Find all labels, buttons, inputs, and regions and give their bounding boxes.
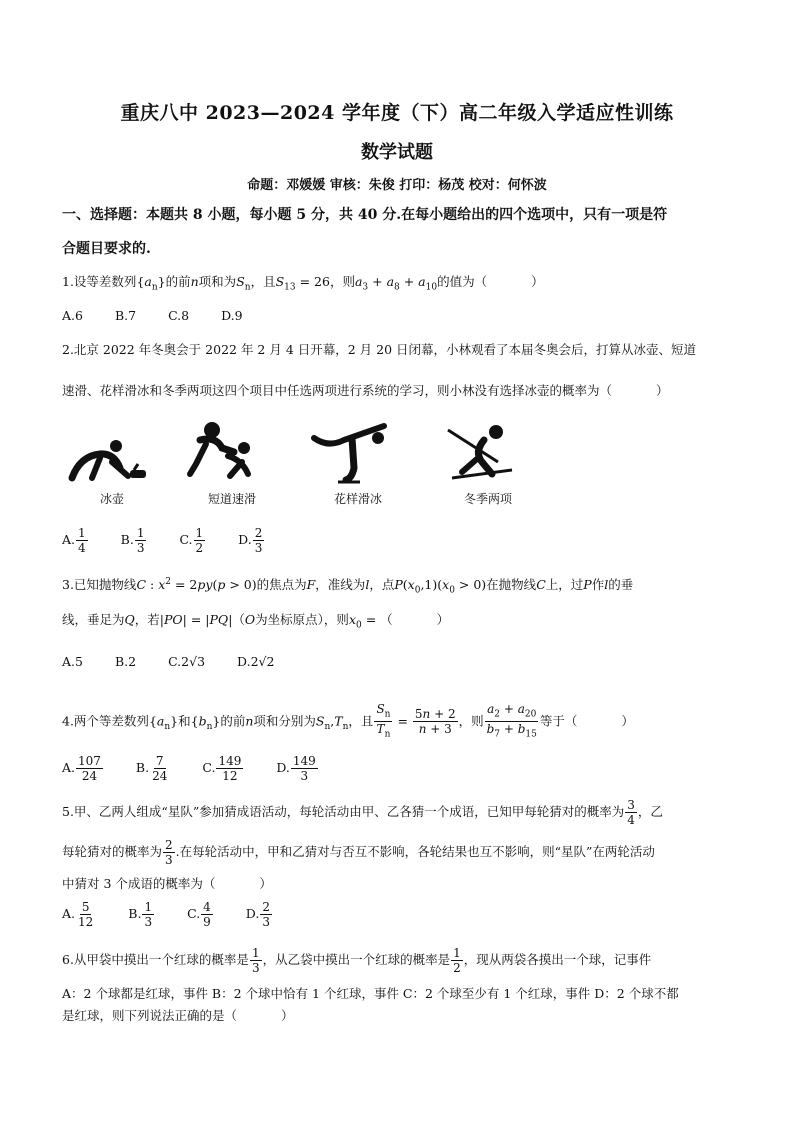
pictogram-row (62, 418, 542, 514)
question-5-line3: 中猜对 3 个成语的概率为（ ） (62, 876, 272, 891)
question-3-line1: 3.已知抛物线C : $x^2 = 2py(p > 0)$的焦点为F，准线为l，点$P(x_0,1)(x_0 > 0)$在抛物线C上，过P作l的垂 (62, 577, 634, 596)
q1-text: 的值为（ (437, 274, 488, 289)
q1-text: 项和为 (198, 274, 237, 289)
q1-text: 的前 (165, 274, 191, 289)
q1-text: ） (531, 274, 544, 289)
q2-options (62, 526, 293, 555)
q3-option-d[interactable]: D.2√2 (237, 654, 275, 669)
q2-option-a[interactable]: A. $\frac{1}{4}$ (62, 526, 86, 555)
pictogram-label: 冰壶 (99, 492, 124, 506)
figure-skating-icon (308, 418, 408, 488)
section-heading-line1: 一、选择题：本题共 8 小题，每小题 5 分，共 40 分.在每小题给出的四个选项中，只有一项是符 (62, 207, 668, 223)
q1-options (62, 306, 271, 326)
question-6-line3: 是红球，则下列说法正确的是（ ） (62, 1008, 294, 1023)
question-6-line2: A：2 个球都是红球，事件 B：2 个球中恰有 1 个红球，事件 C：2 个球至少有 1 个红球，事件 D：2 个球不都 (62, 986, 679, 1001)
biathlon-pictogram (438, 418, 538, 514)
q1-text: ，且 (250, 274, 276, 289)
curling-pictogram (62, 418, 162, 514)
q5-option-d[interactable]: D. $\frac{2}{3}$ (245, 900, 270, 929)
q2-option-c[interactable]: C. $\frac{1}{2}$ (179, 526, 204, 555)
pictogram-label: 冬季两项 (463, 492, 512, 506)
q2-option-d[interactable]: D. $\frac{2}{3}$ (238, 526, 263, 555)
q4-option-d[interactable]: D. $\frac{149}{3}$ (276, 754, 316, 783)
section-heading (62, 198, 742, 266)
q3-option-b[interactable]: B.2 (114, 654, 137, 669)
q5-option-b[interactable]: B. $\frac{1}{3}$ (128, 900, 153, 929)
q1-text: ，则 (329, 274, 355, 289)
question-6-line1: 6.从甲袋中摸出一个红球的概率是 $\frac{1}{3}$ ，从乙袋中摸出一个红球的概率是 $\frac{1}{2}$ ，现从两袋各摸出一个球，记事件 (62, 946, 652, 975)
short-track-icon (182, 418, 282, 488)
pictogram-label: 短道速滑 (207, 492, 256, 506)
q3-option-c[interactable]: C.2√3 (168, 654, 206, 669)
pictogram-label: 花样滑冰 (333, 492, 382, 506)
curling-icon (62, 418, 162, 488)
q2-text: 速滑、花样滑冰和冬季两项这四个项目中任选两项进行系统的学习，则小林没有选择冰壶的概率为（ (62, 383, 613, 398)
exam-subtitle: 数学试题 (361, 142, 433, 163)
biathlon-icon (438, 418, 538, 488)
q2-text: ） (656, 383, 669, 398)
section-heading-line2: 合题目要求的. (62, 241, 151, 257)
q3-options (62, 652, 302, 672)
q5-options (62, 900, 301, 929)
q4-option-a[interactable]: A. $\frac{107}{24}$ (62, 754, 101, 783)
q5-option-a[interactable]: A. $\frac{5}{12}$ (62, 900, 94, 929)
q1-text: 1.设等差数列 (62, 274, 137, 289)
q5-option-c[interactable]: C. $\frac{4}{9}$ (187, 900, 211, 929)
question-5-line1: 5.甲、乙两人组成“星队”参加猜成语活动，每轮活动由甲、乙各猜一个成语，已知甲每轮猜对的概率为 $\frac{3}{4}$ ，乙 (62, 798, 663, 827)
q1-option-b[interactable]: B.7 (114, 308, 137, 323)
short-track-pictogram (182, 418, 282, 514)
question-3-line2: 线，垂足为Q，若|PO| = |PQ|（O为坐标原点），则$x_0$ = （ ） (62, 612, 450, 631)
question-2-line2 (62, 381, 669, 401)
question-4: 4.两个等差数列$\{a_n\}$和$\{b_n\}$的前n项和分别为$S_n,T_n$，且 $\frac{S_n}{T_n}$ = $\frac{5n + 2}{n + 3}$ ，则 $\frac{a_2 + a_{20}}{b_7 + b_{15}}$ 等于（ ） (62, 702, 634, 740)
exam-credits: 命题：邓媛媛 审核：朱俊 打印：杨茂 校对：何怀波 (247, 178, 547, 193)
exam-title: 重庆八中 2023—2024 学年度（下）高二年级入学适应性训练 (120, 102, 674, 124)
q1-option-c[interactable]: C.8 (168, 308, 190, 323)
question-2-line1: 2.北京 2022 年冬奥会于 2022 年 2 月 4 日开幕，2 月 20 日闭幕，小林观看了本届冬奥会后，打算从冰壶、短道 (62, 342, 697, 357)
q3-option-a[interactable]: A.5 (62, 654, 83, 669)
q1-option-d[interactable]: D.9 (221, 308, 243, 323)
q4-option-c[interactable]: C. $\frac{149}{12}$ (202, 754, 242, 783)
q2-option-b[interactable]: B. $\frac{1}{3}$ (120, 526, 145, 555)
figure-skating-pictogram (308, 418, 408, 514)
q4-option-b[interactable]: B. $\frac{7}{24}$ (135, 754, 168, 783)
q1-option-a[interactable]: A.6 (62, 308, 83, 323)
question-1: 1.设等差数列$\{a_n\}$的前n项和为$S_n$，且$S_{13} = 26$，则$a_3 + a_8 + a_{10}$的值为（ ） (62, 274, 544, 293)
q4-options (62, 754, 347, 783)
question-5-line2: 每轮猜对的概率为 $\frac{2}{3}$ .在每轮活动中，甲和乙猜对与否互不影响，各轮结果也互不影响，则“星队”在两轮活动 (62, 838, 655, 867)
